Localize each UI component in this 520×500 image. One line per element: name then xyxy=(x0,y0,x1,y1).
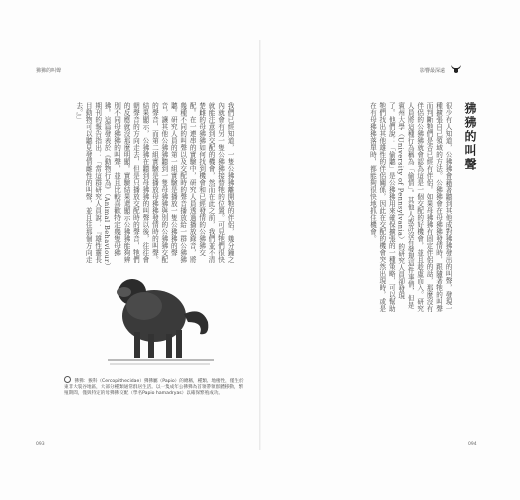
left-folio: 093 xyxy=(36,442,45,447)
right-running-head: 影響最深遠 xyxy=(420,68,446,74)
chapter-title: 狒狒的叫聲 xyxy=(463,102,477,172)
left-running-head: 狒狒的叫聲 xyxy=(36,68,62,74)
right-body-text: 很少有人知道，公狒狒會藉著聽到其他成對狒狒發出的叫聲，發現一種擴張自己領域的方法。公狒狒會在母狒狒發情時，跟隨著牠的叫聲而判斷牠們是否已經有伴侶。如果母狒狒有固定伴侶的話，那麼沒有伴侶的公狒狒就會認為這是一個交配的好機會，並且趁虛而入。研究人員將這種行為稱為「偷情」。其他人或許沒有發現這件事情，但是賓州大學（University of Pennsylvania）的研究人員卻發現了。他們說：「偷聽」是公狒狒用來確保擴張的一種策略，可以幫助牠們找出其他雄性的伴侶關係，因此在交配的機會突然出現時，或是在有母狒狒落單時，都能夠很快地抓住機會。 xyxy=(368,102,452,312)
figure-caption xyxy=(64,376,244,398)
right-folio: 094 xyxy=(468,442,477,447)
bull-head-icon xyxy=(450,64,462,74)
book-gutter xyxy=(259,40,261,450)
caption-bullet-icon xyxy=(64,376,71,383)
caption-text: 狒狒：猴科（Cercopithecidae）狒狒屬（Papio）的總稱，種類、地棲性，僅生於東非大裂谷地區，大部分種類通常群居生活。以一隻成年公狒狒為首領帶領群體移動，繁殖期間，僅與特定的母狒狒交配（學名Papio hamadryas）以確保繁殖成功。 xyxy=(64,379,244,397)
baboon-illustration xyxy=(104,256,216,368)
left-body-text: 我們已經知道，一隻公狒狒離開牠的伴侶，幾分鐘之內就會有另一隻公狒狒接替牠的位置。可見牠們很快就能注意到交配的機會，然而在此之前，我們並不清楚雌的母狒狒如何找到機會和已經發情的公狒狒交配。在一連串的實驗中，研究人員透過播放錄音，將幾種不同的叫聲以及交配時的聲音播放給一群公狒狒聽。研究人員的第一組實驗是播放一隻公狒狒的聲音，讓其他公狒狒聽到一隻母狒狒與別的公狒狒交配的聲音，而第二組實驗是播放母狒狒發情時的叫聲。結果顯示，公狒狒在聽到母狒狒的叫聲以後，往往會朝聲音的方向走去，但是只播放交配時的聲音，牠們的反應就沒那麼明顯。實驗結果還顯示公狒狒能夠辨別不同母狒狒的叫聲，並且比較喜歡特定幾隻母狒狒。這篇發表於《動物行為》（Animal Behaviour）期刊的報告指出：「當這群研究人員說：『雄性靈長目動物可以聽見發情雌性的叫聲，並且往那個方向走去。』」 xyxy=(74,102,234,267)
